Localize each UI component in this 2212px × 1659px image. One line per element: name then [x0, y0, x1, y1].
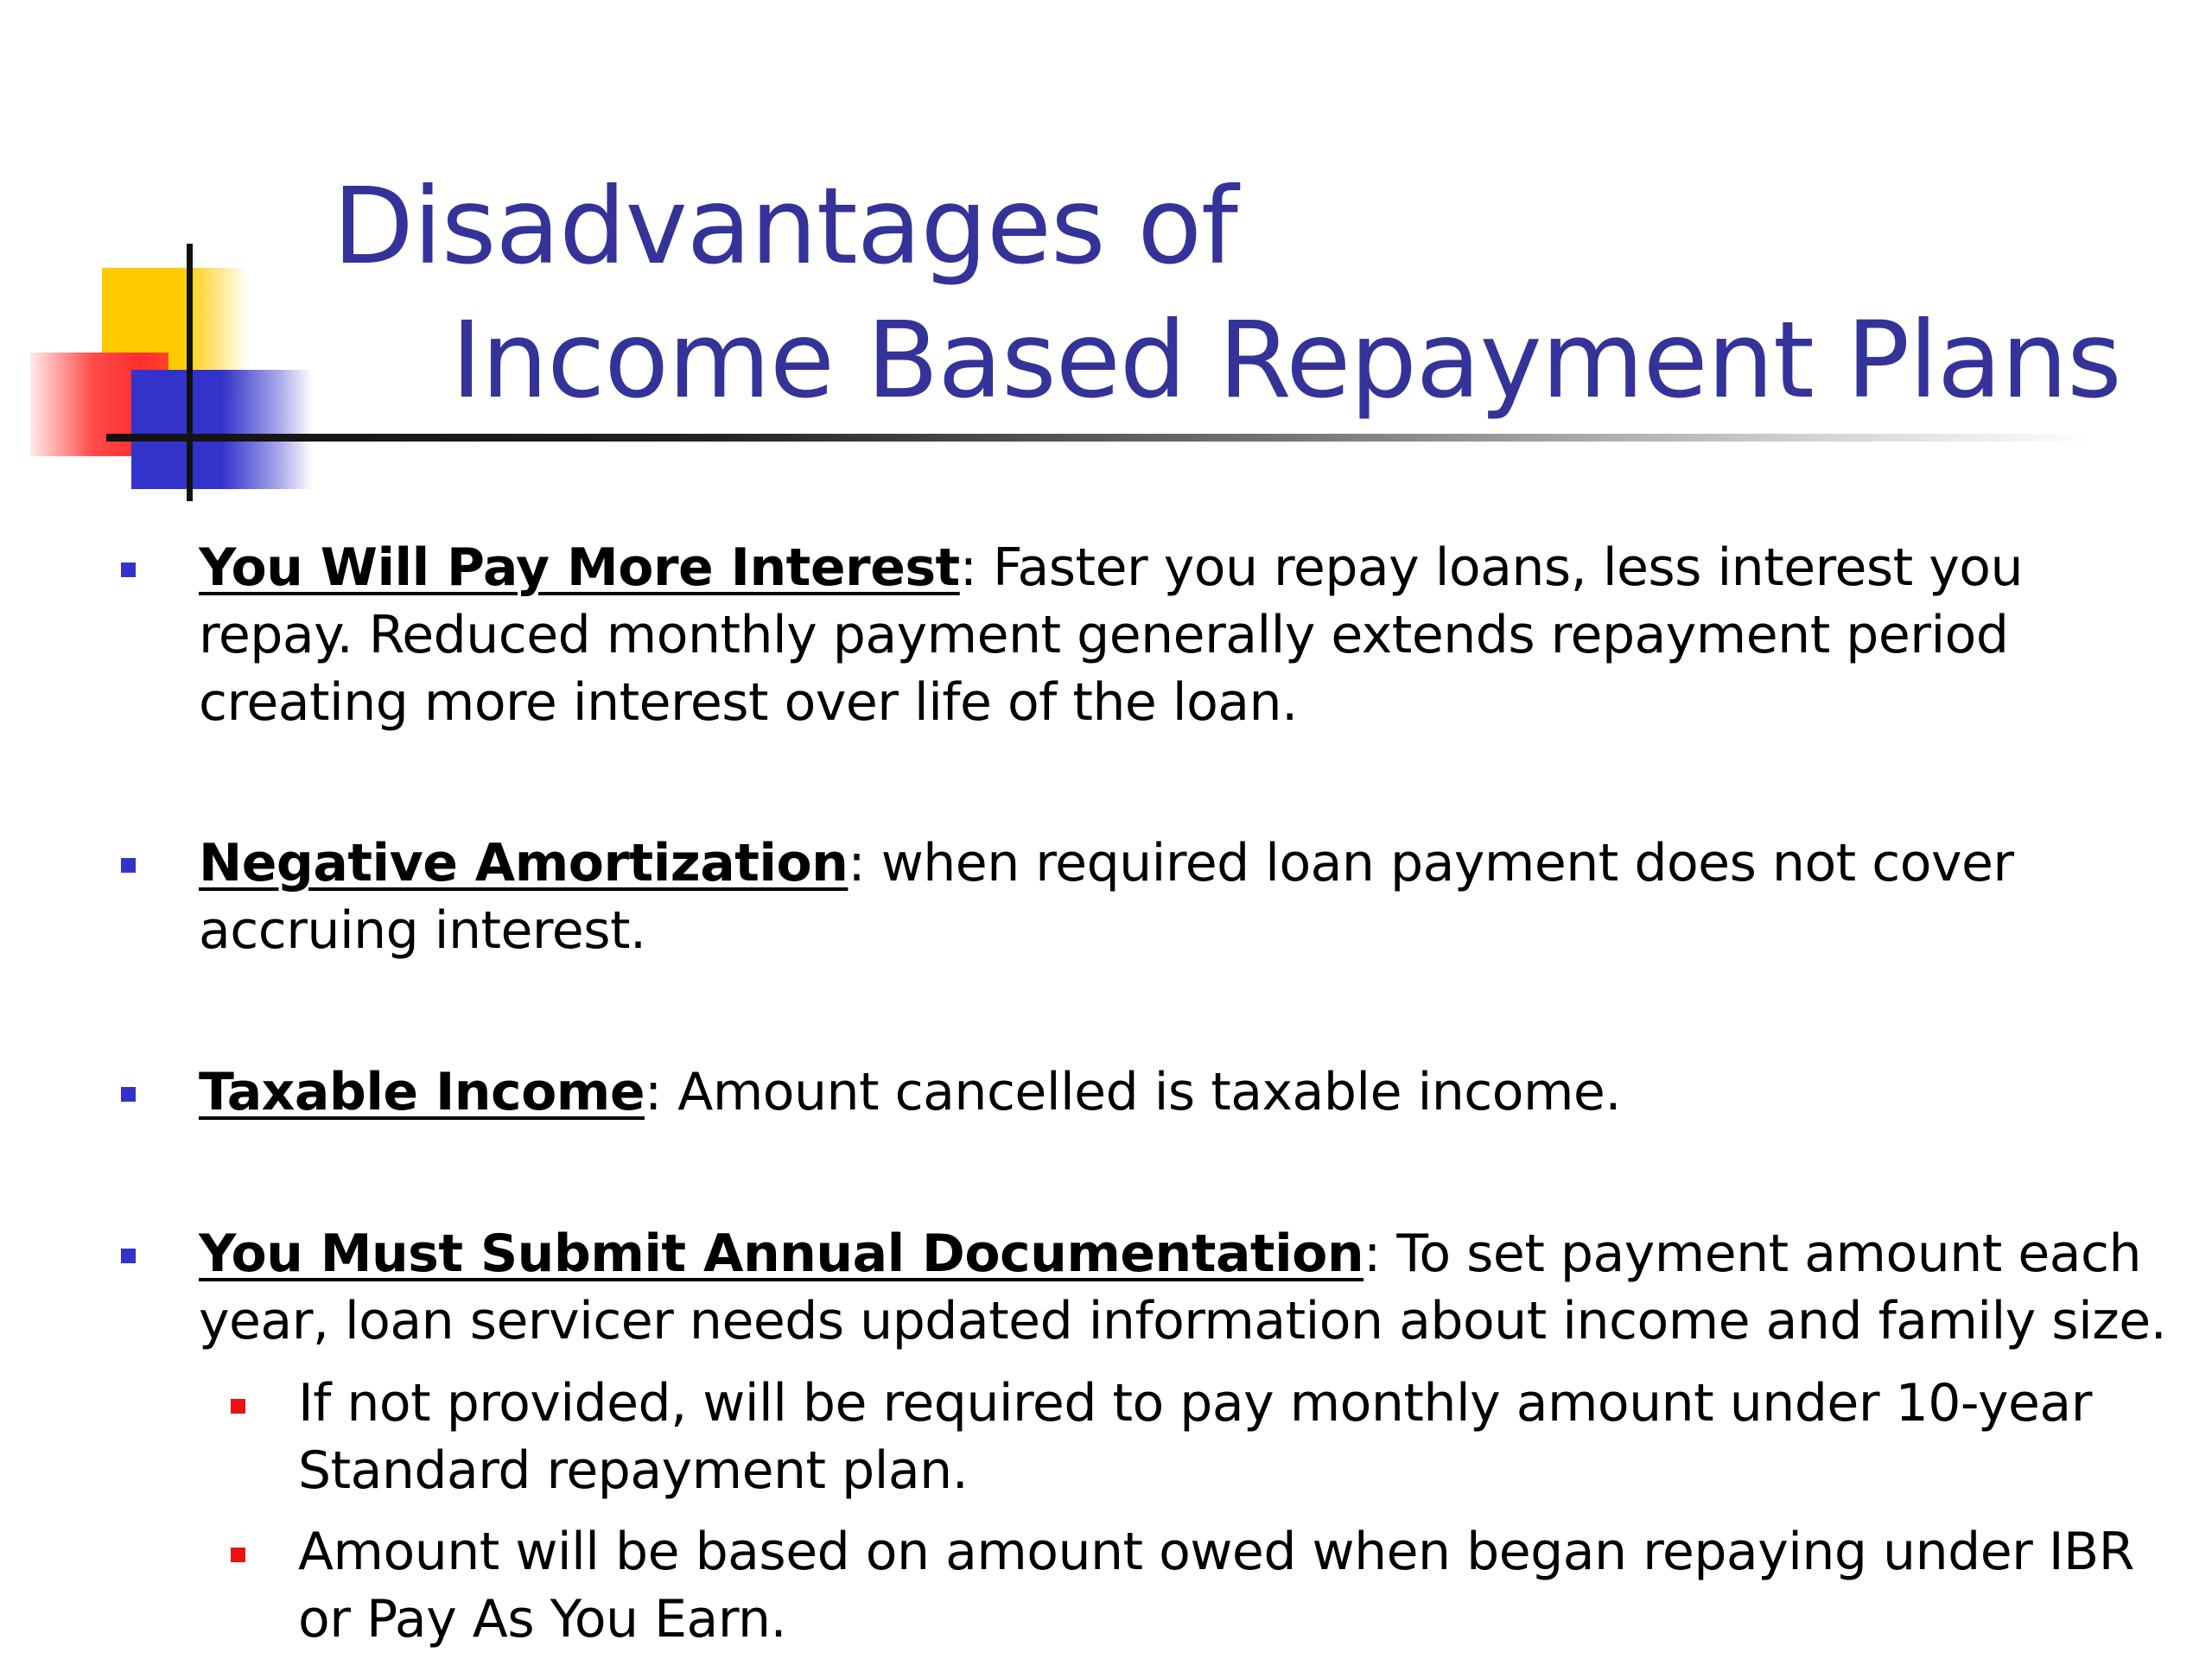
slide-title	[333, 160, 2121, 428]
square-sub-bullet-icon	[231, 1548, 245, 1562]
square-sub-bullet-icon	[231, 1399, 245, 1414]
sub-bullet-text: If not provided, will be required to pay monthly amount under 10-year Standard repayment plan.	[298, 1373, 2092, 1501]
bullet-term: You Will Pay More Interest	[199, 537, 960, 598]
square-bullet-icon	[121, 858, 136, 873]
bullet-text: : To set payment amount each year, loan servicer needs updated information about income and family size.	[199, 1224, 2167, 1351]
bullet-item	[199, 1058, 2177, 1126]
bullet-item	[199, 830, 2177, 964]
sub-bullet-item	[298, 1518, 2182, 1653]
ornament-vertical-line	[187, 244, 193, 501]
title-line-1: Disadvantages of	[333, 165, 1237, 288]
bullet-text: : when required loan payment does not cover accruing interest.	[199, 833, 2014, 961]
bullet-term: You Must Submit Annual Documentation	[199, 1224, 1364, 1284]
bullet-text: : Amount cancelled is taxable income.	[645, 1062, 1621, 1122]
title-underline-rule	[106, 434, 2094, 442]
square-bullet-icon	[121, 1249, 136, 1263]
bullet-item	[199, 1220, 2177, 1355]
ornament-blue-square	[131, 370, 313, 489]
bullet-term: Negative Amortization	[199, 833, 849, 893]
sub-bullet-item	[298, 1370, 2182, 1504]
title-line-2: Income Based Repayment Plans	[451, 299, 2121, 422]
sub-bullet-text: Amount will be based on amount owed when began repaying under IBR or Pay As You Earn.	[298, 1522, 2134, 1649]
bullet-text: : Faster you repay loans, less interest you repay. Reduced monthly payment generally extends repayment period creating more interest over life of the loan.	[199, 537, 2024, 733]
square-bullet-icon	[121, 563, 136, 577]
bullet-item	[199, 534, 2177, 736]
square-bullet-icon	[121, 1087, 136, 1102]
bullet-term: Taxable Income	[199, 1062, 645, 1122]
